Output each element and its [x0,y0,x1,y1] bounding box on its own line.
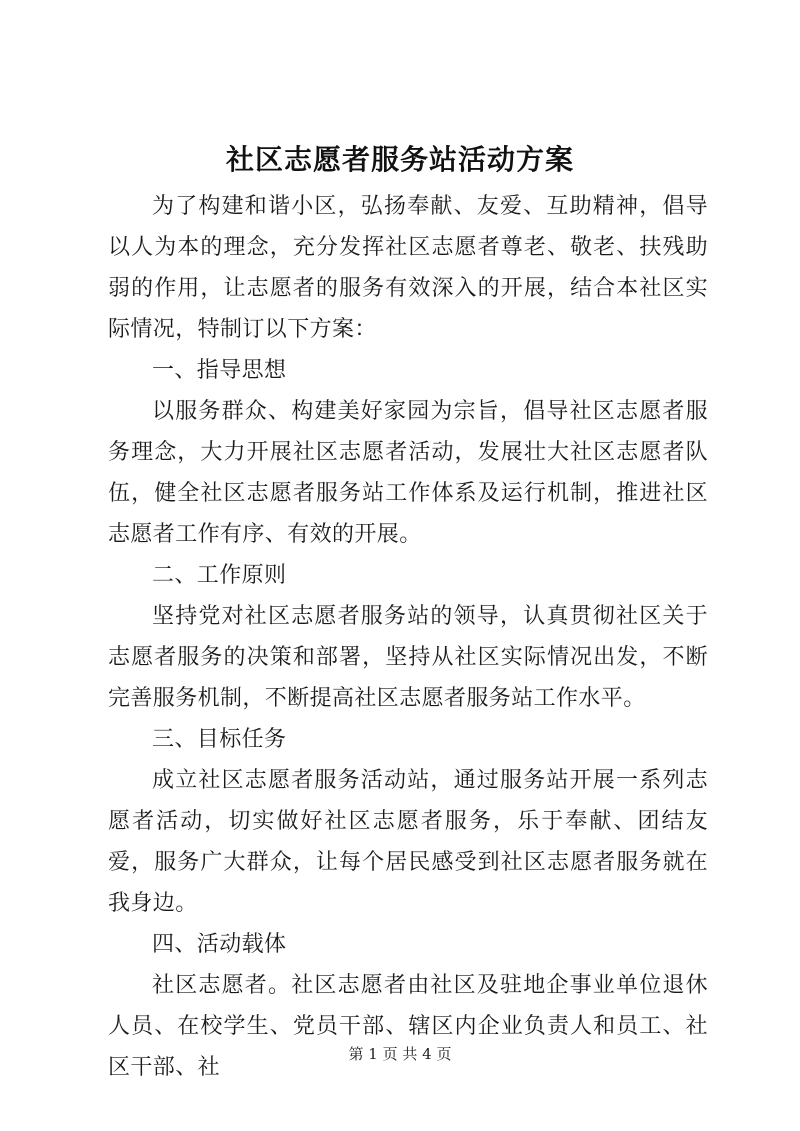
section-heading-goals-tasks: 三、目标任务 [152,727,287,752]
document-body [108,186,708,1088]
section-heading-activity-carriers: 四、活动载体 [152,932,287,957]
section-body-goals-tasks: 成立社区志愿者服务活动站，通过服务站开展一系列志愿者活动，切实做好社区志愿者服务，乐于奉献、团结友爱，服务广大群众，让每个居民感受到社区志愿者服务就在我身边。 [108,768,708,916]
document-title: 社区志愿者服务站活动方案 [225,143,574,176]
section-body-guiding-ideology: 以服务群众、构建美好家园为宗旨，倡导社区志愿者服务理念，大力开展社区志愿者活动，发展壮大社区志愿者队伍，健全社区志愿者服务站工作体系及运行机制，推进社区志愿者工作有序、有效的开展。 [108,399,708,547]
section-body-activity-carriers: 社区志愿者。社区志愿者由社区及驻地企事业单位退休人员、在校学生、党员干部、辖区内企业负责人和员工、社区干部、社 [108,973,708,1080]
section-heading-work-principles: 二、工作原则 [152,563,287,588]
section-heading-guiding-ideology: 一、指导思想 [152,358,287,383]
section-body-work-principles: 坚持党对社区志愿者服务站的领导，认真贯彻社区关于志愿者服务的决策和部署，坚持从社区实际情况出发，不断完善服务机制，不断提高社区志愿者服务站工作水平。 [108,604,708,711]
intro-paragraph: 为了构建和谐小区，弘扬奉献、友爱、互助精神，倡导以人为本的理念，充分发挥社区志愿者尊老、敬老、扶残助弱的作用，让志愿者的服务有效深入的开展，结合本社区实际情况，特制订以下方案： [108,194,708,342]
page-number-footer: 第 1 页 共 4 页 [348,1045,452,1063]
